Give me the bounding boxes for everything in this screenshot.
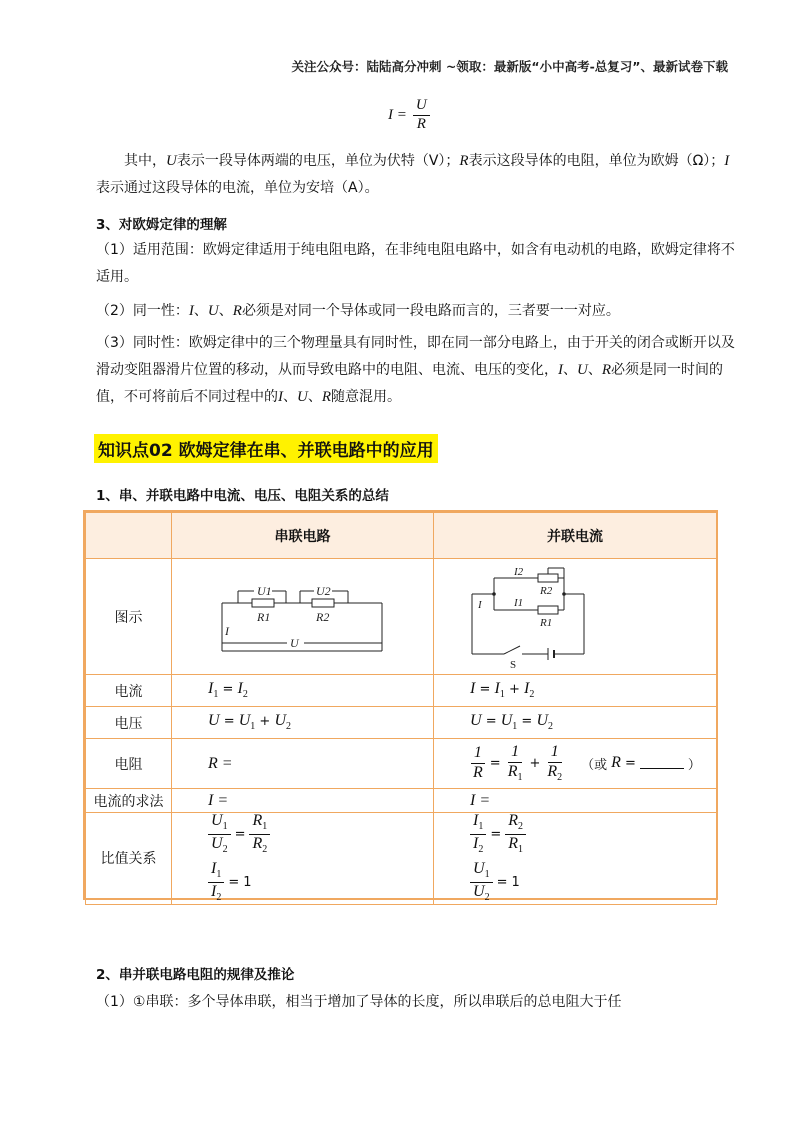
text: 、 <box>587 362 602 378</box>
label-i2: I2 <box>514 565 524 578</box>
var-u: U <box>297 389 308 405</box>
parallel-voltage-formula: $U = U_1 = U_2$ <box>434 707 717 739</box>
text: （Ω）； <box>678 153 725 169</box>
text: 随意混用。 <box>331 389 402 405</box>
row-label-voltage: 电压 <box>86 707 172 739</box>
var-i: I <box>558 362 563 378</box>
text: （2）同一性： <box>96 303 189 319</box>
text: 、 <box>563 362 577 378</box>
label-i: I <box>225 623 229 638</box>
text: 、 <box>307 389 322 405</box>
understanding-p1: （1）适用范围：欧姆定律适用于纯电阻电路，在非纯电阻电路中，如含有电动机的电路，欧姆定律将不适用。 <box>96 242 735 285</box>
rules-p1: （1）①串联：多个导体串联，相当于增加了导体的长度，所以串联后的总电阻大于任 <box>96 994 622 1010</box>
understanding-p3 <box>96 330 736 411</box>
var-i: I <box>188 303 194 319</box>
series-solve-formula: I = <box>172 789 434 813</box>
formula-fraction <box>413 98 430 133</box>
formula-denominator: R <box>416 115 426 132</box>
var-r: R <box>601 362 612 378</box>
var-u: U <box>577 362 588 378</box>
row-label-resistance: 电阻 <box>86 739 172 789</box>
label-u2: U2 <box>316 583 331 598</box>
var-r: R <box>459 153 469 169</box>
answer-blank <box>640 757 684 769</box>
text: 其中， <box>124 153 166 169</box>
junction <box>562 592 566 596</box>
var-i: I <box>724 153 730 169</box>
text: 、 <box>218 303 233 319</box>
parallel-solve-formula: I = <box>434 789 717 813</box>
row-label-diagram: 图示 <box>86 559 172 675</box>
var-i: I <box>278 389 283 405</box>
text: 必须是对同一个导体或同一段电路而言的，三者要一一对应。 <box>241 303 620 319</box>
series-circuit-diagram-cell <box>172 559 434 675</box>
var-u: U <box>166 153 177 169</box>
switch-s <box>504 646 520 654</box>
section-title-summary: 1、串、并联电路中电流、电压、电阻关系的总结 <box>96 488 389 504</box>
label-s: S <box>510 658 517 670</box>
text: （3）同时性：欧姆定律中的三个物理量具有同时性，即在同一部分电路上，由于开关的闭合或断开以及滑动变阻器滑片位置的移动，从而导致电路中的电阻、电流、电压的变化， <box>96 335 735 378</box>
ohm-law-formula <box>388 98 430 133</box>
header-series: 串联电路 <box>172 513 434 559</box>
understanding-p2 <box>96 298 736 325</box>
resistor-r2 <box>538 574 558 582</box>
row-label-solve: 电流的求法 <box>86 789 172 813</box>
formula-lhs: I = <box>388 106 407 123</box>
text: 、 <box>193 303 208 319</box>
resistor-r1 <box>538 606 558 614</box>
header-note: 关注公众号：陆陆高分冲刺 ~领取：最新版“小中高考-总复习”、最新试卷下载 <box>291 59 728 74</box>
label-i: I <box>478 598 482 611</box>
series-ratio-formulas: $\frac{U_1}{U_2}$ = $\frac{R_1}{R_2}$ $\frac{I_1}{I_2}$ = 1 <box>172 813 434 905</box>
circuit-summary-table <box>83 510 718 904</box>
label-r1: R1 <box>257 609 271 624</box>
ohm-explanation <box>96 148 736 202</box>
text: 必须是同一时间的值，不可将前后不同过程中的 <box>96 362 724 405</box>
parallel-resistance-formula: $\frac{1}{R}$ = $\frac{1}{R_1}$ + $\frac{1}{R_2}$ （或 R = ） <box>434 739 717 789</box>
resistor-r1 <box>252 599 274 607</box>
var-u: U <box>207 303 219 319</box>
parallel-circuit-diagram-cell <box>434 559 717 675</box>
series-circuit-diagram <box>212 577 392 657</box>
series-current-formula: $I_1 = I_2$ <box>172 675 434 707</box>
section-title-understanding: 3、对欧姆定律的理解 <box>96 217 227 233</box>
row-label-current: 电流 <box>86 675 172 707</box>
text: 、 <box>283 389 297 405</box>
text: 表示一段导体两端的电压，单位为伏特（V）； <box>176 153 460 169</box>
header-empty-cell <box>86 513 172 559</box>
knowledge-point-title: 知识点02 欧姆定律在串、并联电路中的应用 <box>94 434 438 463</box>
text: 表示这段导体的电阻，单位为欧姆 <box>468 153 679 169</box>
var-r: R <box>321 389 332 405</box>
label-r1: R1 <box>540 616 553 629</box>
series-resistance-formula: R = <box>172 739 434 789</box>
formula-numerator: U <box>413 98 430 116</box>
junction <box>492 592 496 596</box>
label-u1: U1 <box>257 583 272 598</box>
label-r2: R2 <box>540 584 553 597</box>
series-voltage-formula: $U = U_1 + U_2$ <box>172 707 434 739</box>
parallel-circuit-diagram <box>464 564 614 670</box>
section-title-rules: 2、串并联电路电阻的规律及推论 <box>96 967 295 983</box>
label-u: U <box>290 635 299 650</box>
header-parallel: 并联电流 <box>434 513 717 559</box>
row-label-ratio: 比值关系 <box>86 813 172 905</box>
resistor-r2 <box>312 599 334 607</box>
text: 表示通过这段导体的电流，单位为安培（A）。 <box>96 180 379 196</box>
label-i1: I1 <box>514 596 524 609</box>
var-r: R <box>232 303 242 319</box>
parallel-current-formula: $I = I_1 + I_2$ <box>434 675 717 707</box>
parallel-ratio-formulas: $\frac{I_1}{I_2}$ = $\frac{R_2}{R_1}$ $\frac{U_1}{U_2}$ = 1 <box>434 813 717 905</box>
label-r2: R2 <box>316 609 330 624</box>
